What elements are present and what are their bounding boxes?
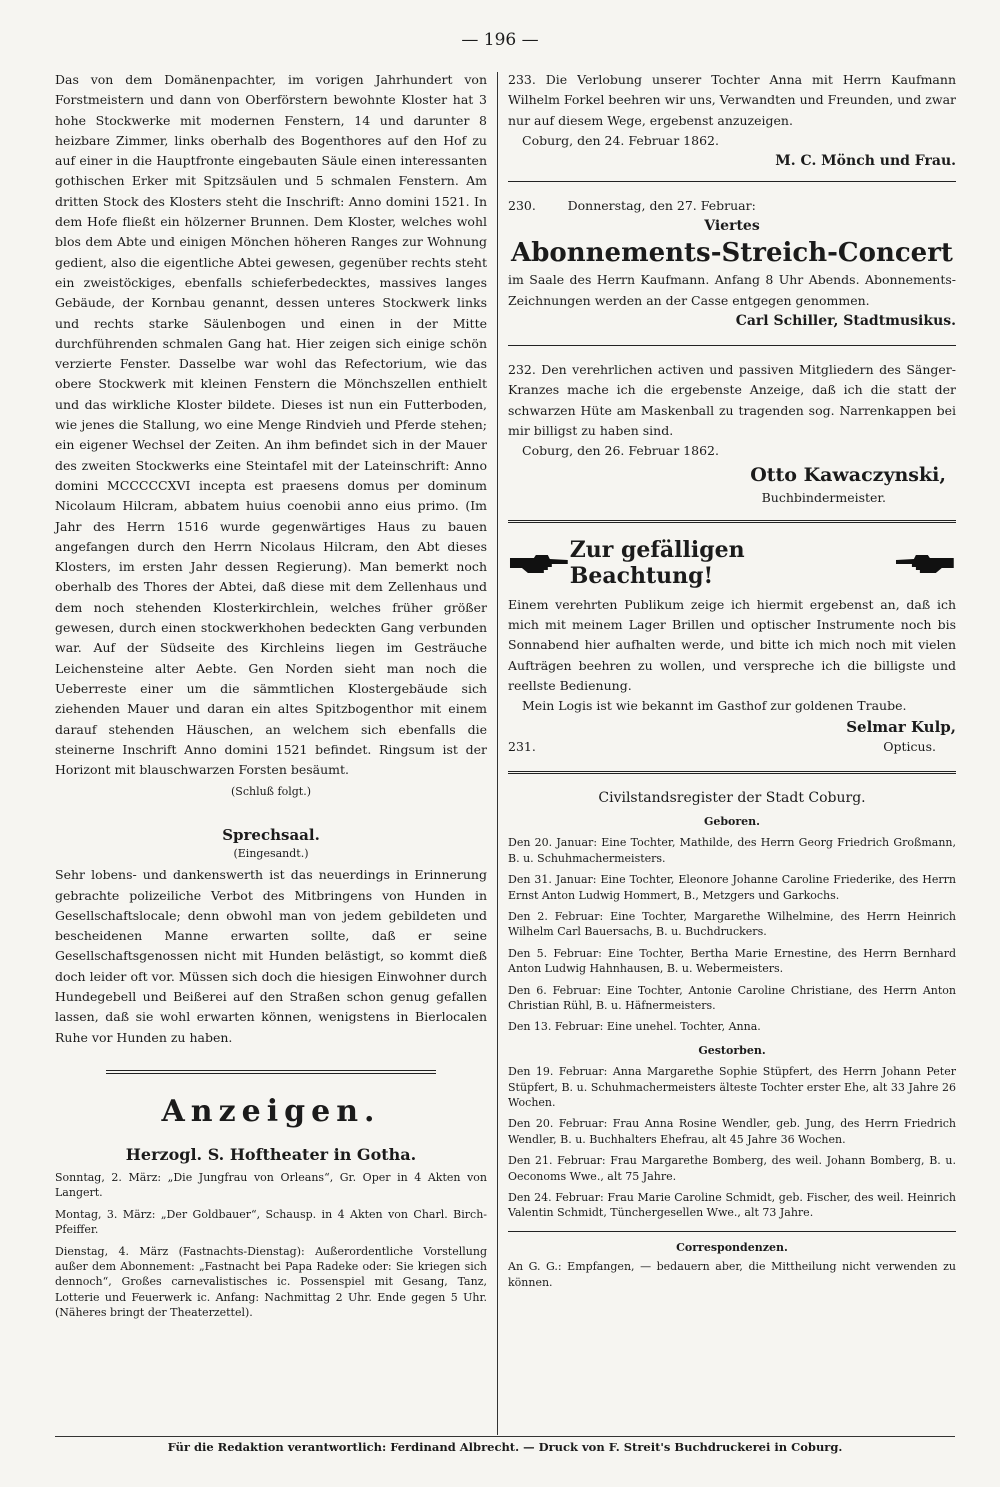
- column-divider: [497, 72, 498, 1435]
- theater-entry: Montag, 3. März: „Der Goldbauer“, Schausp. in 4 Akten von Charl. Birch-Pfeiffer.: [55, 1207, 487, 1237]
- birth-entry: Den 31. Januar: Eine Tochter, Eleonore Johanne Caroline Friederike, des Herrn Ernst Anton Ludwig Hommert, B., Metzgers und Garkochs.: [508, 873, 956, 902]
- continued-note: (Schluß folgt.): [231, 785, 311, 799]
- birth-entry: Den 13. Februar: Eine unehel. Tochter, Anna.: [508, 1020, 761, 1034]
- ad-232-role: Buchbindermeister.: [761, 489, 886, 505]
- ad-233-date: Coburg, den 24. Februar 1862.: [522, 132, 719, 148]
- death-entry: Den 24. Februar: Frau Marie Caroline Schmidt, geb. Fischer, des weil. Heinrich Valentin Schmidt, Tünchergesellen Wwe., alt 73 Jahre.: [508, 1191, 956, 1220]
- section-rule: [508, 1231, 956, 1232]
- theater-entry: Sonntag, 2. März: „Die Jungfrau von Orleans“, Gr. Oper in 4 Akten von Langert.: [55, 1170, 487, 1200]
- correspondence-title: Correspondenzen.: [676, 1240, 788, 1254]
- ad-231-signature: Selmar Kulp,: [846, 717, 956, 736]
- ad-double-rule: [508, 771, 956, 774]
- death-entry: Den 20. Februar: Frau Anna Rosine Wendler, geb. Jung, des Herrn Friedrich Wendler, B. u. Buchhalters Ehefrau, alt 45 Jahre 36 Wochen.: [508, 1117, 956, 1146]
- birth-entry: Den 20. Januar: Eine Tochter, Mathilde, des Herrn Georg Friedrich Großmann, B. u. Schuhmachermeisters.: [508, 836, 956, 865]
- theater-program: [55, 1170, 487, 1321]
- ad-rule: [508, 345, 956, 346]
- sprechsaal-title: Sprechsaal.: [222, 825, 320, 844]
- section-rule-2: [106, 1073, 436, 1074]
- ad-231-text: Einem verehrten Publikum zeige ich hiermit ergebenst an, daß ich mich mit meinem Lager Brillen und optischer Instrumente noch bis Sonnabend hier aufhalten werde, und bitte ich mich noch mit vielen Aufträgen beehren zu wollen, und verspreche ich die billigste und reellste Bedienung.: [508, 596, 956, 694]
- right-column: [508, 70, 956, 1290]
- ad-232-date: Coburg, den 26. Februar 1862.: [522, 443, 719, 459]
- ad-231-header: [508, 537, 956, 589]
- left-column: [55, 70, 487, 1327]
- pointing-hand-left-icon: [894, 550, 956, 576]
- pointing-hand-right-icon: [508, 550, 570, 576]
- ad-230-text: im Saale des Herrn Kaufmann. Anfang 8 Uhr Abends. Abonnements-Zeichnungen werden an der Casse entgegen genommen.: [508, 272, 956, 308]
- ad-233-signature: M. C. Mönch und Frau.: [775, 153, 956, 170]
- anzeigen-title: Anzeigen.: [161, 1093, 381, 1129]
- ad-rule: [508, 181, 956, 182]
- sprechsaal-subtitle: (Eingesandt.): [233, 846, 309, 860]
- ad-231-logis: Mein Logis ist wie bekannt im Gasthof zur goldenen Traube.: [522, 698, 907, 714]
- ad-double-rule: [508, 520, 956, 523]
- gestorben-title: Gestorben.: [698, 1043, 766, 1057]
- ad-231-footer: [508, 737, 956, 757]
- ad-231-title: Zur gefälligen Beachtung!: [569, 536, 745, 589]
- page-number: — 196 —: [461, 30, 539, 50]
- civil-register-title: Civilstandsregister der Stadt Coburg.: [598, 789, 866, 806]
- ad-231-number: 231.: [508, 738, 536, 754]
- ad-231-role: Opticus.: [883, 738, 936, 754]
- ad-230-date-line: 230. Donnerstag, den 27. Februar:: [508, 198, 756, 214]
- correspondence-text: An G. G.: Empfangen, — bedauern aber, die Mittheilung nicht verwenden zu können.: [508, 1260, 956, 1289]
- section-rule: [106, 1070, 436, 1071]
- birth-entry: Den 5. Februar: Eine Tochter, Bertha Marie Ernestine, des Herrn Bernhard Anton Ludwig Hahnhausen, B. u. Webermeisters.: [508, 946, 956, 976]
- theater-entry: Dienstag, 4. März (Fastnachts-Dienstag): Außerordentliche Vorstellung außer dem Abonnement: „Fastnacht bei Papa Radeke oder: Sie kriegen sich dennoch“, Großes carnevalistisches ic. Possenspiel mit Gesang, Tanz, Lotterie und Feuerwerk ic. Anfang: Nachmittag 2 Uhr. Ende gegen 5 Uhr. (Näheres bringt der Theaterzettel).: [55, 1244, 487, 1320]
- ad-232-signature: Otto Kawaczynski,: [750, 463, 946, 486]
- ad-233-text: 233. Die Verlobung unserer Tochter Anna mit Herrn Kaufmann Wilhelm Forkel beehren wir uns, Verwandten und Freunden, und zwar nur auf diesem Wege, ergebenst anzuzeigen.: [508, 72, 956, 128]
- ad-230-viertes: Viertes: [704, 218, 760, 235]
- sprechsaal-text: Sehr lobens- und dankenswerth ist das neuerdings in Erinnerung gebrachte polizeiliche Verbot des Mitbringens von Hunden in Gesellschaftslocale; denn obwohl man von jedem gebildeten und bescheidenen Manne erwarten sollte, daß er seine Gesellschaftsgenossen nicht mit Hunden belästigt, so kommt dieß doch leider oft vor. Müssen sich doch die hiesigen Einwohner durch Hundegebell und Beißerei auf den Straßen schon genug gefallen lassen, daß sie wohl erwarten können, wenigstens in Bierlocalen Ruhe vor Hunden zu haben.: [55, 867, 487, 1045]
- article-text: Das von dem Domänenpachter, im vorigen Jahrhundert von Forstmeistern und dann von Oberförstern bewohnte Kloster hat 3 hohe Stockwerke mit modernen Fenstern, 14 und darunter 8 heizbare Zimmer, links oberhalb des Bogenthores auf den Hof zu auf einer in die Hauptfronte eingebauten Säule einen interessanten gothischen Erker mit Spitzsäulen und 5 schmalen Fenstern. Am dritten Stock des Klosters steht die Inschrift: Anno domini 1521. In dem Hofe fließt ein hölzerner Brunnen. Dem Kloster, welches wohl blos dem Abte und einigen Mönchen höheren Ranges zur Wohnung gedient, also die eigentliche Abtei gewesen, gegenüber rechts steht ein zweistöckiges, ebenfalls schieferbedecktes, massives langes Gebäude, der Kornbau genannt, dessen unteres Stockwerk links und rechts starke Säulenbogen und einen in der Mitte durchführenden schmalen Gang hat. Hier zeigen sich einige schön verzierte Fenster. Dasselbe war wohl das Refectorium, wie das obere Stockwerk mit kleinen Fenstern die Mönchszellen enthielt und das wirkliche Kloster bildete. Dieses ist nun ein Futterboden, wie jenes die Stallung, wo eine Menge Rindvieh und Pferde stehen; ein eigener Wechsel der Zeiten. An ihm befindet sich in der Mauer des zweiten Stockwerks eine Steintafel mit der Lateinschrift: Anno domini MCCCCCXVI incepta est praesens domus per dominum Nicolaum Hilcram, abbatem huius coenobii anno eius primo. (Im Jahr des Herrn 1516 wurde gegenwärtiges Haus zu bauen angefangen durch den Herrn Nicolaus Hilcram, den Abt dieses Klosters, im ersten Jahr dessen Regierung). Man bemerkt noch oberhalb des Thores der Abtei, daß diese mit dem Zellenhaus und dem noch stehenden Klosterkirchlein, welches früher größer gewesen, durch einen stockwerkhohen bedeckten Gang verbunden war. Auf der Südseite des Kirchleins liegen im Gesträuche Leichensteine alter Aebte. Gen Norden sieht man noch die Ueberreste einer um die sämmtlichen Klostergebäude sich ziehenden Mauer und daran ein altes Spitzbogenthor mit einem darauf stehenden Häuschen, an welchem sich ebenfalls die steinerne Inschrift Anno domini 1521 befindet. Ringsum ist der Horizont mit blauschwarzen Forsten besäumt.: [55, 72, 487, 778]
- ad-230-signature: Carl Schiller, Stadtmusikus.: [735, 313, 956, 330]
- ad-230-title: Abonnements-Streich-Concert: [511, 238, 953, 269]
- ad-232-text: 232. Den verehrlichen activen und passiven Mitgliedern des Sänger-Kranzes mache ich die ergebenste Anzeige, daß ich die statt der schwarzen Hüte am Maskenball zu tragenden sog. Narrenkappen bei mir billigst zu haben sind.: [508, 362, 956, 438]
- geboren-list: [508, 835, 956, 1034]
- theater-title: Herzogl. S. Hoftheater in Gotha.: [125, 1144, 417, 1164]
- geboren-title: Geboren.: [703, 814, 761, 828]
- birth-entry: Den 2. Februar: Eine Tochter, Margarethe Wilhelmine, des Herrn Heinrich Wilhelm Carl Bauersachs, B. u. Buchdruckers.: [508, 909, 956, 939]
- gestorben-list: [508, 1064, 956, 1221]
- birth-entry: Den 6. Februar: Eine Tochter, Antonie Caroline Christiane, des Herrn Anton Christian Rühl, B. u. Häfnermeisters.: [508, 983, 956, 1012]
- imprint-footer: Für die Redaktion verantwortlich: Ferdinand Albrecht. — Druck von F. Streit's Buchdruckerei in Coburg.: [55, 1436, 955, 1454]
- death-entry: Den 19. Februar: Anna Margarethe Sophie Stüpfert, des Herrn Johann Peter Stüpfert, B. u. Schuhmachermeisters älteste Tochter erster Ehe, alt 33 Jahre 26 Wochen.: [508, 1065, 956, 1110]
- death-entry: Den 21. Februar: Frau Margarethe Bomberg, des weil. Johann Bomberg, B. u. Oeconoms Wwe., alt 75 Jahre.: [508, 1154, 956, 1183]
